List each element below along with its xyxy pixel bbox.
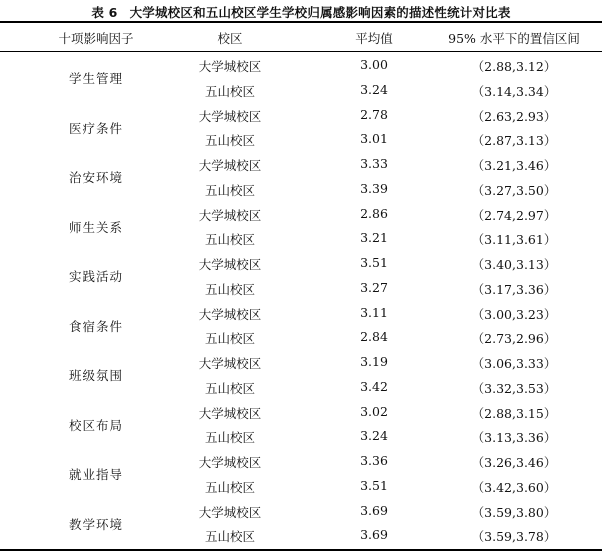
ci-cell: （3.27,3.50） xyxy=(471,182,557,198)
factor-group xyxy=(0,103,602,153)
header-rule xyxy=(0,51,602,52)
table-header xyxy=(0,22,602,51)
table-row xyxy=(0,400,602,425)
mean-cell: 3.69 xyxy=(360,502,388,518)
campus-cell: 大学城校区 xyxy=(198,455,262,470)
mean-cell: 3.51 xyxy=(360,255,388,270)
campus-cell: 大学城校区 xyxy=(198,108,262,124)
mean-cell: 3.21 xyxy=(360,230,388,246)
ci-cell: （3.21,3.46） xyxy=(471,158,557,173)
campus-cell: 五山校区 xyxy=(204,281,256,297)
mean-cell: 3.51 xyxy=(360,477,388,493)
campus-cell: 五山校区 xyxy=(204,380,256,396)
ci-cell: （3.26,3.46） xyxy=(471,455,557,470)
header-campus: 校区 xyxy=(217,31,243,46)
mean-cell: 3.36 xyxy=(360,453,388,468)
table-row xyxy=(0,523,602,548)
factor-group xyxy=(0,400,602,450)
table-row xyxy=(0,350,602,375)
factor-name: 食宿条件 xyxy=(68,318,124,334)
ci-cell: （3.40,3.13） xyxy=(471,257,557,272)
table-row xyxy=(0,127,602,152)
campus-cell: 大学城校区 xyxy=(198,306,262,322)
factor-group xyxy=(0,152,602,202)
ci-cell: （3.42,3.60） xyxy=(471,479,557,495)
campus-cell: 五山校区 xyxy=(204,133,256,149)
mean-cell: 2.84 xyxy=(360,329,388,345)
table-row xyxy=(0,152,602,177)
mean-cell: 3.24 xyxy=(360,428,388,444)
table-title: 大学城校区和五山校区学生学校归属感影响因素的描述性统计对比表 xyxy=(129,5,511,20)
campus-cell: 五山校区 xyxy=(204,479,256,495)
bottom-rule xyxy=(0,549,602,551)
ci-cell: （2.88,3.15） xyxy=(471,405,557,421)
table-row xyxy=(0,375,602,400)
factor-name: 学生管理 xyxy=(68,71,124,86)
campus-cell: 五山校区 xyxy=(204,529,256,545)
factor-name: 治安环境 xyxy=(68,170,124,185)
table-number: 表 6 xyxy=(91,5,118,20)
mean-cell: 3.02 xyxy=(360,403,388,419)
factor-name: 实践活动 xyxy=(68,269,124,284)
campus-cell: 大学城校区 xyxy=(198,405,262,421)
mean-cell: 2.86 xyxy=(360,205,388,221)
campus-cell: 大学城校区 xyxy=(198,207,262,223)
factor-name: 教学环境 xyxy=(68,516,124,532)
ci-cell: （3.06,3.33） xyxy=(471,356,557,371)
factor-name: 就业指导 xyxy=(68,467,124,482)
mean-cell: 2.78 xyxy=(360,106,388,122)
mean-cell: 3.33 xyxy=(360,156,388,171)
table-row xyxy=(0,449,602,474)
factor-group xyxy=(0,499,602,549)
campus-cell: 大学城校区 xyxy=(198,504,262,520)
header-factor: 十项影响因子 xyxy=(58,31,134,46)
table-row xyxy=(0,53,602,78)
ci-cell: （3.17,3.36） xyxy=(471,281,557,297)
campus-cell: 五山校区 xyxy=(204,83,256,99)
campus-cell: 五山校区 xyxy=(204,430,256,446)
ci-cell: （3.32,3.53） xyxy=(471,380,557,396)
mean-cell: 3.19 xyxy=(360,354,388,369)
mean-cell: 3.39 xyxy=(360,180,388,196)
campus-cell: 大学城校区 xyxy=(198,59,262,74)
table-row xyxy=(0,301,602,326)
factor-group xyxy=(0,202,602,252)
table-row xyxy=(0,474,602,499)
table-row xyxy=(0,103,602,128)
table-row xyxy=(0,226,602,251)
campus-cell: 大学城校区 xyxy=(198,356,262,371)
header-mean: 平均值 xyxy=(355,31,393,46)
table-row xyxy=(0,276,602,301)
ci-cell: （3.59,3.78） xyxy=(471,529,557,545)
header-confidence-interval: 95% 水平下的置信区间 xyxy=(448,31,580,46)
factor-group xyxy=(0,350,602,400)
factor-name: 校区布局 xyxy=(68,417,124,433)
ci-cell: （2.87,3.13） xyxy=(471,133,557,149)
factor-group xyxy=(0,251,602,301)
factor-group xyxy=(0,301,602,351)
mean-cell: 3.11 xyxy=(360,304,388,320)
ci-cell: （2.74,2.97） xyxy=(471,207,557,223)
table-row xyxy=(0,78,602,103)
table-row xyxy=(0,325,602,350)
factor-name: 班级氛围 xyxy=(68,368,124,383)
campus-cell: 五山校区 xyxy=(204,232,256,248)
ci-cell: （2.63,2.93） xyxy=(471,108,557,124)
factor-group xyxy=(0,449,602,499)
campus-cell: 大学城校区 xyxy=(198,257,262,272)
table-row xyxy=(0,424,602,449)
ci-cell: （3.14,3.34） xyxy=(471,83,557,99)
factor-name: 医疗条件 xyxy=(68,120,124,136)
mean-cell: 3.00 xyxy=(360,57,388,72)
mean-cell: 3.42 xyxy=(360,378,388,394)
campus-cell: 五山校区 xyxy=(204,331,256,347)
ci-cell: （3.59,3.80） xyxy=(471,504,557,520)
mean-cell: 3.01 xyxy=(360,131,388,147)
table-caption xyxy=(0,3,602,21)
mean-cell: 3.24 xyxy=(360,81,388,97)
ci-cell: （2.73,2.96） xyxy=(471,331,557,347)
mean-cell: 3.69 xyxy=(360,527,388,543)
ci-cell: （3.00,3.23） xyxy=(471,306,557,322)
table-row xyxy=(0,251,602,276)
table-row xyxy=(0,499,602,524)
table-row xyxy=(0,202,602,227)
ci-cell: （3.13,3.36） xyxy=(471,430,557,446)
ci-cell: （2.88,3.12） xyxy=(471,59,557,74)
mean-cell: 3.27 xyxy=(360,279,388,295)
ci-cell: （3.11,3.61） xyxy=(471,232,557,248)
campus-cell: 大学城校区 xyxy=(198,158,262,173)
campus-cell: 五山校区 xyxy=(204,182,256,198)
factor-name: 师生关系 xyxy=(68,219,124,235)
table-body xyxy=(0,53,602,548)
table-row xyxy=(0,177,602,202)
factor-group xyxy=(0,53,602,103)
